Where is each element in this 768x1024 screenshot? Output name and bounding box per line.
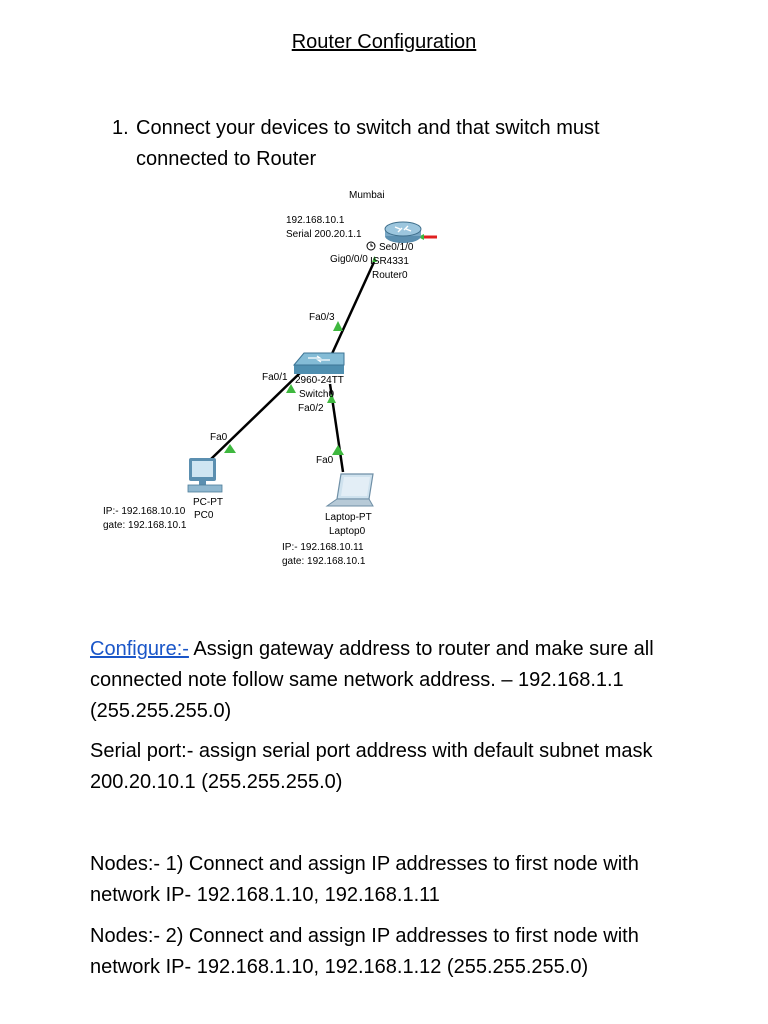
configure-link[interactable]: Configure:- (90, 638, 189, 660)
nodes-paragraph-2: Nodes:- 2) Connect and assign IP addresses to first node with network IP- 192.168.1.10, 192.168.1.12 (255.255.255.0) (90, 925, 639, 978)
router-ip-label: 192.168.10.1 (286, 215, 345, 226)
pc-gateway-label: gate: 192.168.10.1 (103, 520, 187, 531)
switch-port-pc: Fa0/1 (262, 372, 288, 383)
switch-icon (294, 353, 344, 374)
document-title: Router Configuration (291, 31, 477, 53)
clock-icon (367, 242, 375, 250)
nodes-paragraph-1: Nodes:- 1) Connect and assign IP addresses to first node with network IP- 192.168.1.10, 192.168.1.11 (90, 853, 639, 906)
pc-type: PC-PT (193, 497, 223, 508)
switch-model: 2960-24TT (295, 375, 344, 386)
pc-name: PC0 (194, 510, 214, 521)
configure-text: Assign gateway address to router and make sure all connected note follow same network address. – 192.168.1.1 (255.255.255.0) (90, 638, 654, 722)
serial-port-paragraph: Serial port:- assign serial port address with default subnet mask 200.20.10.1 (255.255.255.0) (90, 740, 653, 793)
laptop-name: Laptop0 (329, 526, 366, 537)
link-status-laptop (332, 445, 344, 455)
step-text: Connect your devices to switch and that switch must connected to Router (136, 117, 600, 170)
laptop-icon (327, 474, 373, 506)
configure-paragraph (90, 634, 700, 727)
router-name: Router0 (372, 270, 408, 281)
router-port-serial: Se0/1/0 (379, 242, 414, 253)
router-serial-label: Serial 200.20.1.1 (286, 229, 362, 240)
pc-port: Fa0 (210, 432, 228, 443)
cable-router-switch (331, 262, 374, 356)
location-label: Mumbai (349, 190, 385, 201)
pc-ip-label: IP:- 192.168.10.10 (103, 506, 186, 517)
pc-icon (188, 458, 222, 492)
switch-name: Switch0 (299, 389, 335, 400)
router-port-gig: Gig0/0/0 (330, 254, 368, 265)
laptop-ip-label: IP:- 192.168.10.11 (282, 542, 364, 553)
laptop-gateway-label: gate: 192.168.10.1 (282, 556, 366, 567)
switch-port-laptop: Fa0/2 (298, 403, 324, 414)
router-model: ISR4331 (370, 256, 409, 267)
step-number: 1. (112, 117, 129, 139)
switch-port-uplink: Fa0/3 (309, 312, 335, 323)
cable-switch-pc (210, 372, 301, 460)
laptop-port: Fa0 (316, 455, 334, 466)
laptop-type: Laptop-PT (325, 512, 372, 523)
router-icon (385, 222, 421, 243)
